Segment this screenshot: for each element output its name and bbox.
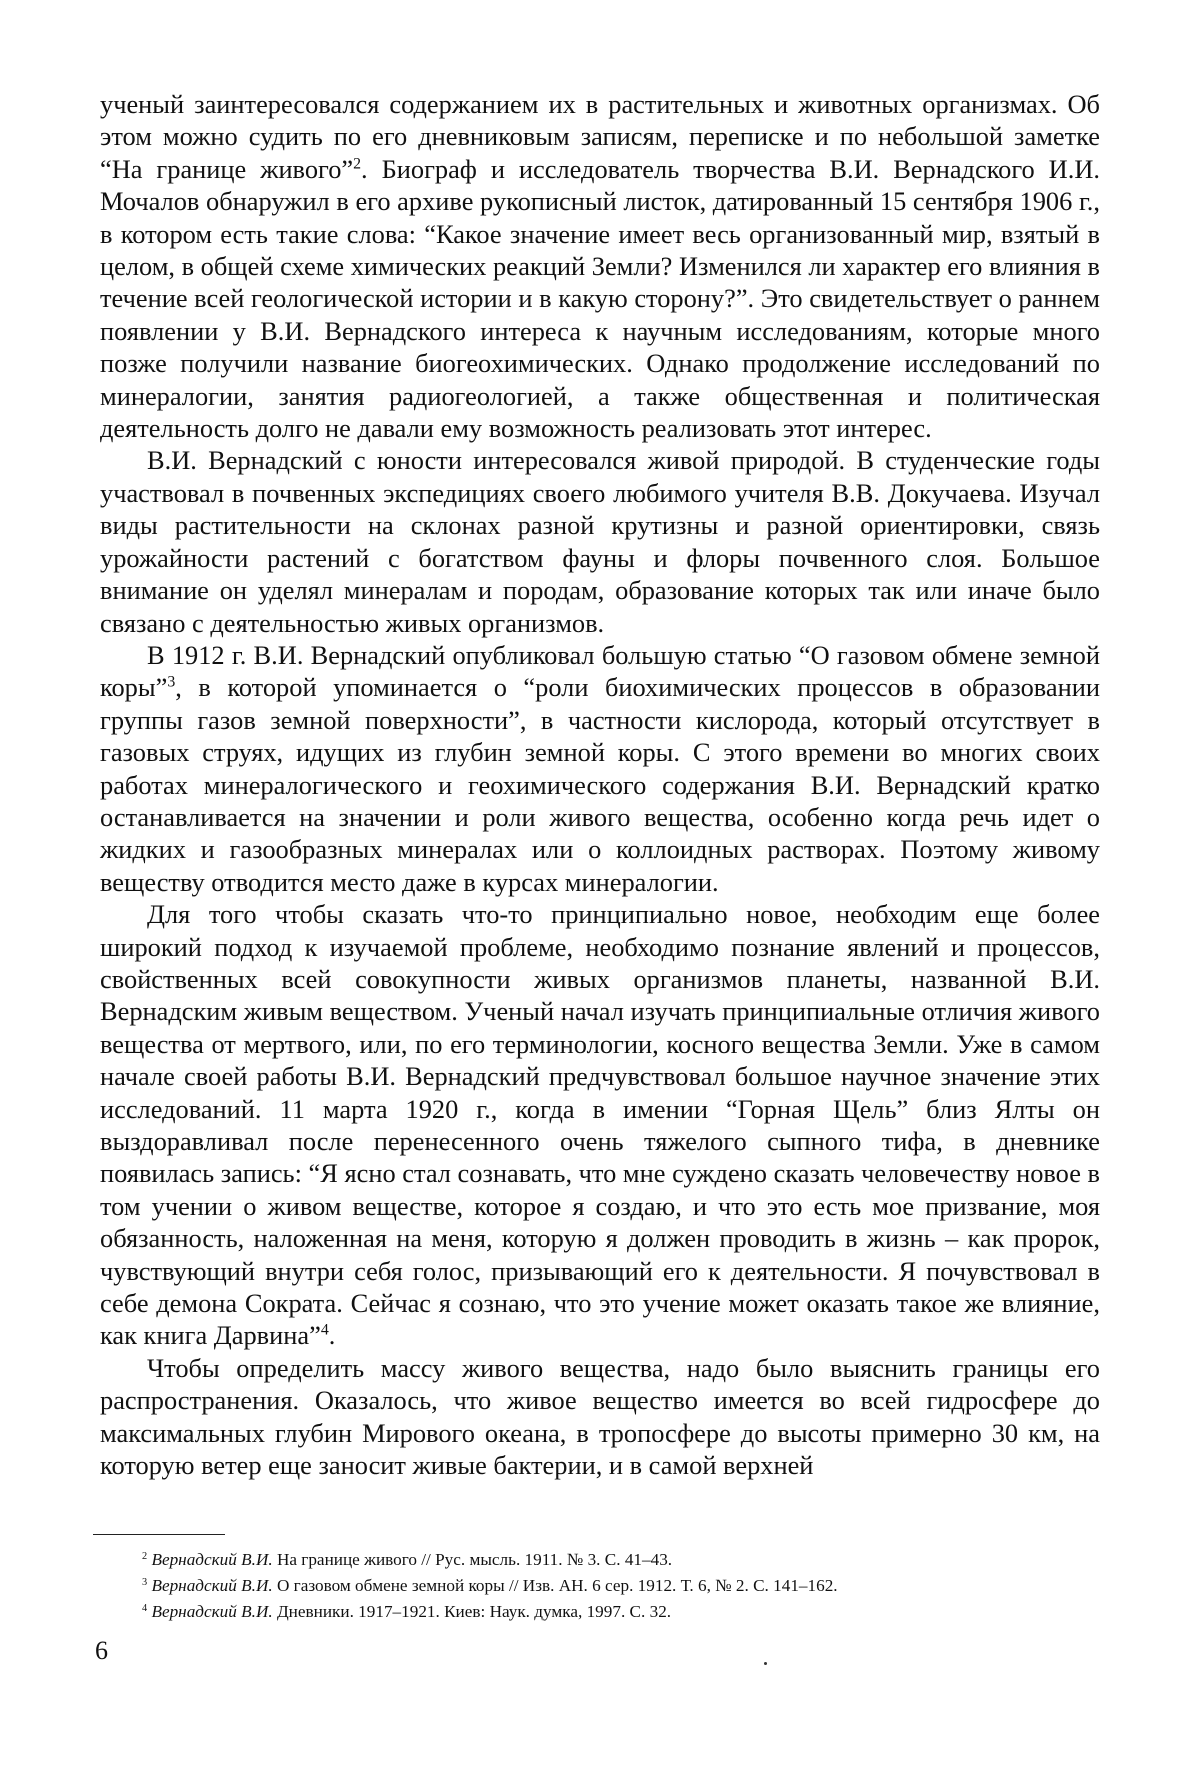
paragraph-text: ученый заинтересовался содержанием их в растительных и животных организмах. Об этом можно судить по его дневниковым записям, переписке и по небольшой заметке “На границе живого”: [100, 89, 1100, 184]
paragraph-text: Чтобы определить массу живого вещества, надо было выяснить границы его распространения. Оказалось, что живое вещество имеется во всей гидросфере до максимальных глубин Мирового океана, в тропосфере до высоты примерно 30 км, на которую ветер еще заносит живые бактерии, и в самой верхней: [100, 1352, 1100, 1481]
footnote-mark: 2: [142, 1550, 148, 1562]
footnote-text: Дневники. 1917–1921. Киев: Наук. думка, 1997. С. 32.: [272, 1602, 672, 1621]
paragraph-text-continued: , в которой упоминается о “роли биохимических процессов в образовании группы газов земной поверхности”, в частности кислорода, который отсутствует в газовых струях, идущих из глубин земной коры. С этого времени во многих своих работах минералогического и геохимического содержания В.И. Вернадский кратко останавливается на значении и роли живого вещества, особенно когда речь идет о жидких и газообразных минералах или о коллоидных растворах. Поэтому живому веществу отводится место даже в курсах минералогии.: [100, 672, 1100, 897]
main-text: [100, 88, 1100, 1481]
paragraph: [100, 639, 1100, 898]
footnote-text: О газовом обмене земной коры // Изв. АН. 6 сер. 1912. Т. 6, № 2. С. 141–162.: [272, 1576, 838, 1595]
footnotes: [142, 1547, 1102, 1625]
footnote: [142, 1599, 1102, 1625]
paragraph-text: Для того чтобы сказать что-то принципиально новое, необходим еще более широкий подход к изучаемой проблеме, необходимо познание явлений и процессов, свойственных всей совокупности живых организмов планеты, названной В.И. Вернадским живым веществом. Ученый начал изучать принципиальные отличия живого вещества от мертвого, или, по его терминологии, косного вещества Земли. Уже в самом начале своей работы В.И. Вернадский предчувствовал большое научное значение этих исследований. 11 марта 1920 г., когда в имении “Горная Щель” близ Ялты он выздоравливал после перенесенного очень тяжелого сыпного тифа, в дневнике появилась запись: “Я ясно стал сознавать, что мне суждено сказать человечеству новое в том учении о живом веществе, которое я создаю, и что это есть мое призвание, моя обязанность, наложенная на меня, которую я должен проводить в жизнь – как пророк, чувствующий внутри себя голос, призывающий его к деятельности. Я почувствовал в себе демона Сократа. Сейчас я сознаю, что это учение может оказать такое же влияние, как книга Дарвина”: [100, 899, 1100, 1351]
paragraph-text-continued: . Биограф и исследователь творчества В.И. Вернадского И.И. Мочалов обнаружил в его архиве рукописный листок, датированный 15 сентября 1906 г., в котором есть такие слова: “Какое значение имеет весь организованный мир, взятый в целом, в общей схеме химических реакций Земли? Изменился ли характер его влияния в течение всей геологической истории и в какую сторону?”. Это свидетельствует о раннем появлении у В.И. Вернадского интереса к научным исследованиям, которые много позже получили название биогеохимических. Однако продолжение исследований по минералогии, занятия радиогеологией, а также общественная и политическая деятельность долго не давали ему возможность реализовать этот интерес.: [100, 153, 1100, 444]
paragraph-text: В.И. Вернадский с юности интересовался живой природой. В студенческие годы участвовал в почвенных экспедициях своего любимого учителя В.В. Докучаева. Изучал виды растительности на склонах разной крутизны и разной ориентировки, связь урожайности растений с богатством фауны и флоры почвенного слоя. Большое внимание он уделял минералам и породам, образование которых так или иначе было связано с деятельностью живых организмов.: [100, 445, 1100, 638]
paragraph-text: В 1912 г. В.И. Вернадский опубликовал большую статью “О газовом обмене земной коры”: [100, 639, 1100, 703]
footnote-author: Вернадский В.И.: [151, 1576, 273, 1595]
footnote-reference: 2: [353, 155, 362, 173]
paragraph: [100, 1352, 1100, 1482]
footnote: [142, 1573, 1102, 1599]
footnote-author: Вернадский В.И.: [151, 1550, 273, 1569]
footnote-mark: 3: [142, 1576, 148, 1588]
footnote-divider: [93, 1534, 225, 1535]
paragraph-text-continued: .: [328, 1320, 336, 1351]
footnote: [142, 1547, 1102, 1573]
scan-speck: [764, 1662, 767, 1665]
page-number: 6: [95, 1636, 108, 1665]
footnote-reference: 4: [320, 1321, 329, 1339]
footnote-mark: 4: [142, 1602, 148, 1614]
paragraph: [100, 444, 1100, 638]
footnote-text: На границе живого // Рус. мысль. 1911. № 3. С. 41–43.: [272, 1550, 673, 1569]
paragraph: [100, 898, 1100, 1352]
footnote-reference: 3: [167, 673, 176, 691]
paragraph: [100, 88, 1100, 444]
footnote-author: Вернадский В.И.: [151, 1602, 273, 1621]
